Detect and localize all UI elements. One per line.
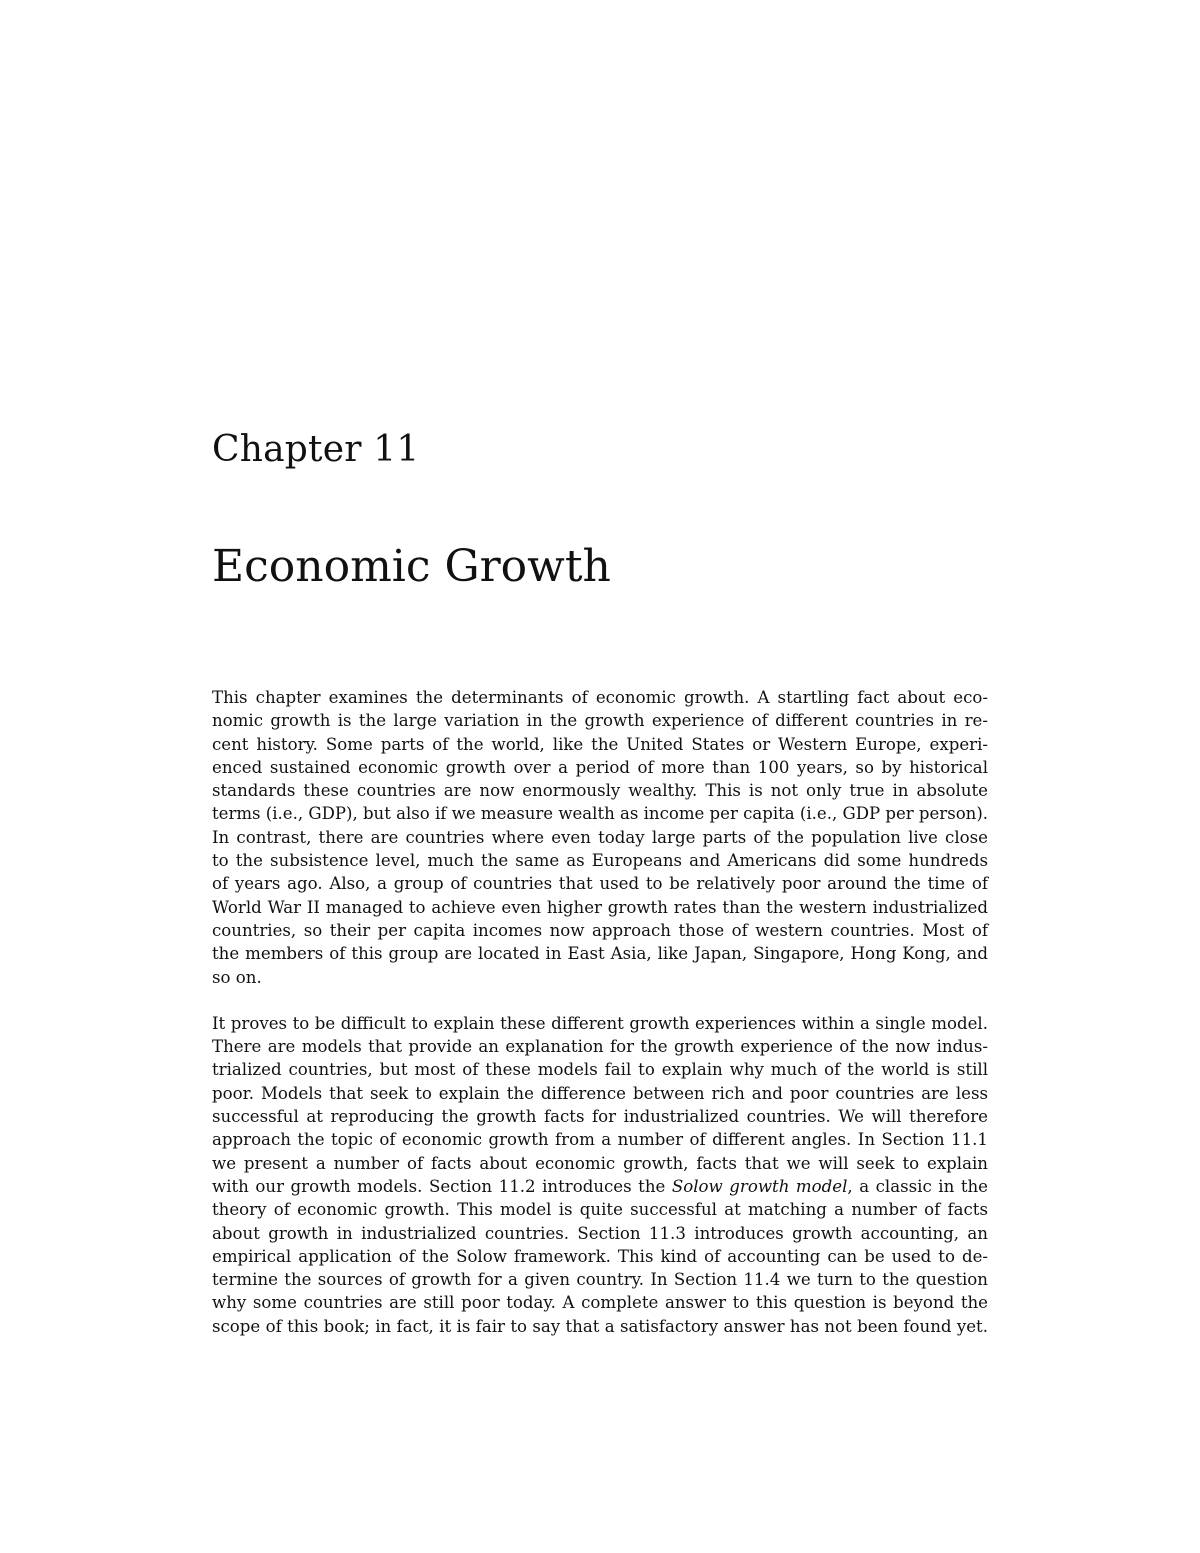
text-line: cent history. Some parts of the world, like the United States or Western Europe, experi-: [212, 734, 988, 754]
text-line: This chapter examines the determinants of economic growth. A startling fact about eco-: [212, 688, 988, 707]
paragraph: [212, 686, 988, 989]
text-line: empirical application of the Solow framework. This kind of accounting can be used to de-: [212, 1246, 988, 1266]
text-line: theory of economic growth. This model is quite successful at matching a number of facts: [212, 1200, 988, 1220]
text-line: enced sustained economic growth over a period of more than 100 years, so by historical: [212, 757, 988, 777]
text-line: termine the sources of growth for a given country. In Section 11.4 we turn to the question: [212, 1270, 988, 1290]
text-line: of years ago. Also, a group of countries that used to be relatively poor around the time of: [212, 874, 988, 894]
text-line: World War II managed to achieve even higher growth rates than the western industrialized: [212, 897, 988, 917]
text-line: about growth in industrialized countries. Section 11.3 introduces growth accounting, an: [212, 1223, 988, 1243]
emphasized-term: Solow growth model: [671, 1176, 848, 1196]
text-line: [212, 1175, 988, 1198]
text-line: scope of this book; in fact, it is fair to say that a satisfactory answer has not been found yet.: [212, 1316, 988, 1336]
text-segment: with our growth models. Section 11.2 introduces the: [212, 1176, 672, 1196]
text-line: countries, so their per capita incomes now approach those of western countries. Most of: [212, 920, 988, 940]
text-segment: , a classic in the: [847, 1176, 988, 1196]
text-line: we present a number of facts about economic growth, facts that we will seek to explain: [212, 1153, 988, 1173]
text-line: nomic growth is the large variation in the growth experience of different countries in re-: [212, 711, 988, 731]
text-line: In contrast, there are countries where even today large parts of the population live close: [212, 827, 988, 847]
text-line: the members of this group are located in East Asia, like Japan, Singapore, Hong Kong, and: [212, 944, 988, 964]
text-line: to the subsistence level, much the same as Europeans and Americans did some hundreds: [212, 851, 988, 871]
text-line: so on.: [212, 967, 262, 987]
text-line: terms (i.e., GDP), but also if we measure wealth as income per capita (i.e., GDP per person).: [212, 804, 989, 824]
chapter-number: Chapter 11: [212, 429, 420, 470]
body-text: [212, 686, 988, 1338]
text-line: successful at reproducing the growth facts for industrialized countries. We will therefore: [212, 1107, 988, 1127]
text-line: poor. Models that seek to explain the difference between rich and poor countries are less: [212, 1083, 988, 1103]
text-line: approach the topic of economic growth from a number of different angles. In Section 11.1: [212, 1130, 988, 1150]
text-line: why some countries are still poor today. A complete answer to this question is beyond the: [212, 1293, 988, 1313]
paragraph: [212, 1012, 988, 1338]
text-line: It proves to be difficult to explain these different growth experiences within a single model.: [212, 1013, 988, 1033]
text-line: standards these countries are now enormously wealthy. This is not only true in absolute: [212, 781, 988, 801]
chapter-title: Economic Growth: [212, 541, 611, 592]
text-line: trialized countries, but most of these models fail to explain why much of the world is still: [212, 1060, 988, 1080]
text-line: There are models that provide an explanation for the growth experience of the now indus-: [212, 1037, 988, 1057]
